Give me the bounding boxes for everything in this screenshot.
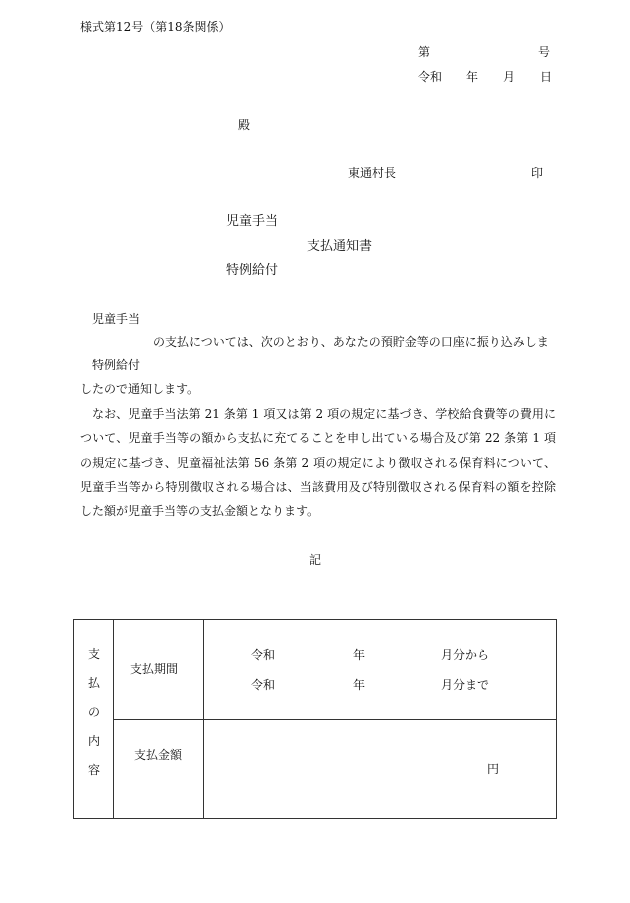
period-to-year: 年 [353,678,366,692]
side-label-char: 容 [87,763,100,777]
ki-heading: 記 [309,553,322,567]
title-option-b: 特例給付 [226,263,279,278]
seal-mark: 印 [531,166,544,180]
notice-number-prefix: 第 [418,45,431,59]
period-from-year: 年 [353,648,366,662]
form-id: 様式第12号（第18条関係） [80,20,231,34]
issuer-name: 東通村長 [348,166,397,180]
lead-option-b: 特例給付 [92,358,141,372]
side-label-char: の [87,705,100,719]
period-label: 支払期間 [130,662,179,676]
side-label-char: 払 [87,676,100,690]
period-from-era: 令和 [251,648,276,662]
payment-details-table [73,619,557,819]
lead-line: の支払については、次のとおり、あなたの預貯金等の口座に振り込みしま [153,335,549,349]
period-to-month: 月分まで [441,678,490,692]
title-option-a: 児童手当 [226,214,279,229]
body-paragraph: なお、児童手当法第 21 条第 1 項又は第 2 項の規定に基づき、学校給食費等の費用について、児童手当等の額から支払に充てることを申し出ている場合及び第 22 条第 1 項の規定に基づき、児童福祉法第 56 条第 2 項の規定により徴収される保育料について、児童手当等から特別徴収される場合は、当該費用及び特別徴収される保育料の額を控除した額が児童手当等の支払金額となります。 [80,407,556,519]
side-label-char: 支 [87,647,100,661]
amount-label: 支払金額 [134,748,183,762]
side-label [74,648,114,793]
period-from-month: 月分から [441,648,490,662]
amount-unit: 円 [487,762,500,776]
title-common: 支払通知書 [307,239,373,254]
addressee-suffix: 殿 [238,118,251,132]
table-divider-row [114,719,556,720]
notice-number-suffix: 号 [538,45,551,59]
date-year: 年 [466,70,479,84]
date-era: 令和 [418,70,443,84]
period-to-era: 令和 [251,678,276,692]
lead-option-a: 児童手当 [92,312,141,326]
side-label-char: 内 [87,734,100,748]
date-month: 月 [503,70,516,84]
lead-continuation: したので通知します。 [80,382,200,396]
date-day: 日 [540,70,553,84]
